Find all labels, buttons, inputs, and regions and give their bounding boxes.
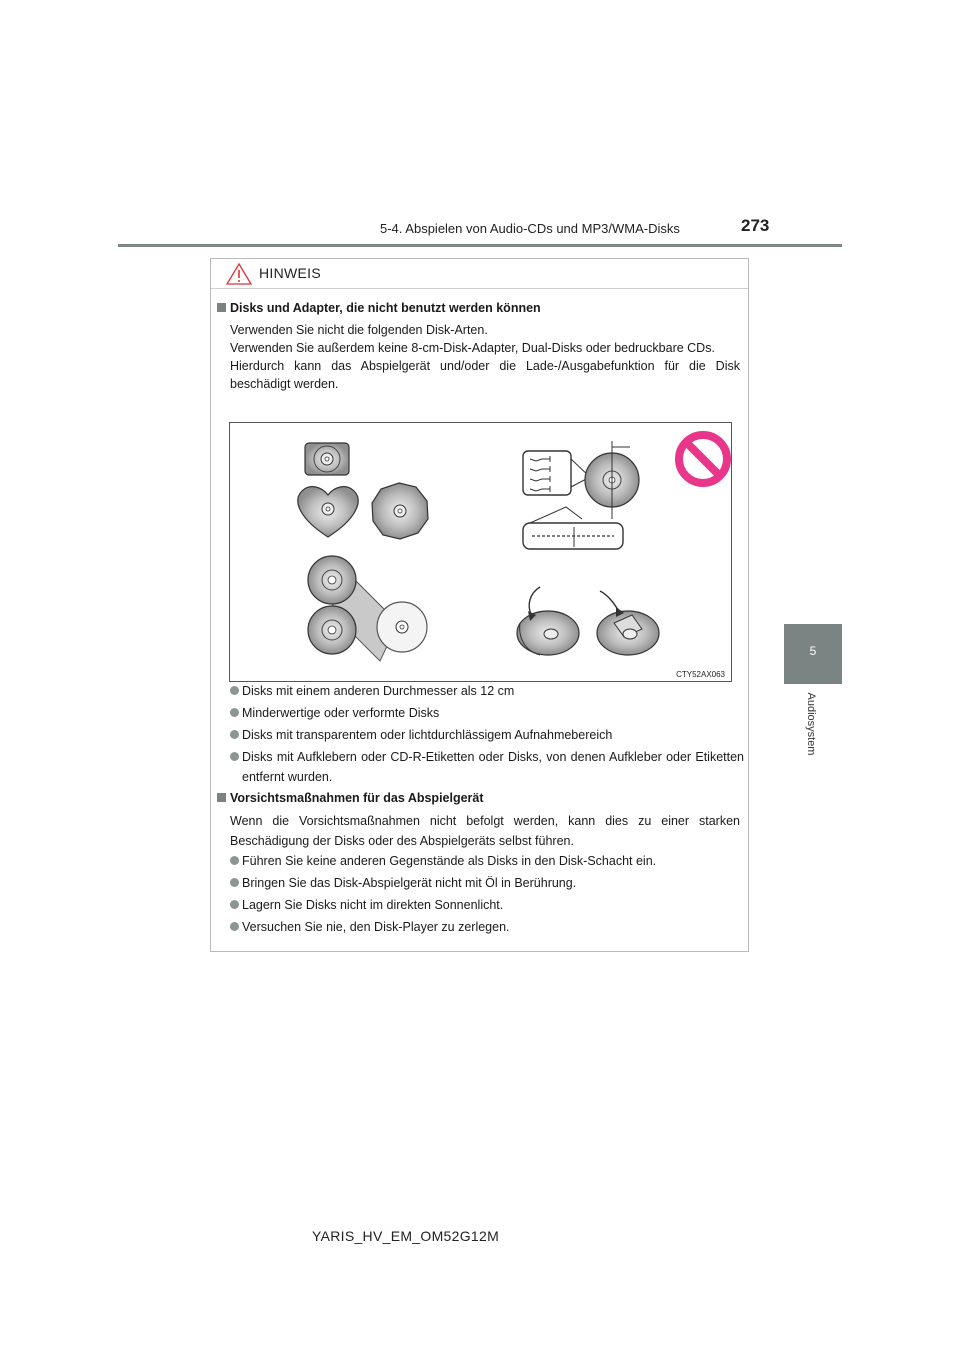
bullet-item: Führen Sie keine anderen Gegenstände als Disks in den Disk-Schacht ein. <box>230 851 744 871</box>
unsupported-disks-illustration <box>230 423 731 681</box>
bullet-dot-icon <box>230 900 239 909</box>
section-heading-unusable-disks: Disks und Adapter, die nicht benutzt werden können <box>217 301 541 315</box>
bullet-dot-icon <box>230 856 239 865</box>
heart-shaped-disc-icon <box>298 487 358 537</box>
unsupported-disks-figure <box>229 422 732 682</box>
bullet-item: Disks mit transparentem oder lichtdurchlässigem Aufnahmebereich <box>230 725 744 745</box>
prohibition-icon <box>679 435 727 483</box>
bullet-dot-icon <box>230 686 239 695</box>
square-bullet-icon <box>217 793 226 802</box>
bullet-item: Bringen Sie das Disk-Abspielgerät nicht mit Öl in Berührung. <box>230 873 744 893</box>
bullet-dot-icon <box>230 922 239 931</box>
chapter-title: 5-4. Abspielen von Audio-CDs und MP3/WMA-Disks <box>380 221 680 236</box>
bullet-item: Disks mit einem anderen Durchmesser als 12 cm <box>230 681 744 701</box>
header-rule <box>118 244 842 247</box>
square-bullet-icon <box>217 303 226 312</box>
bullet-item: Disks mit Aufklebern oder CD-R-Etiketten oder Disks, von denen Aufkleber oder Etiketten entfernt wurden. <box>230 747 744 787</box>
bullet-dot-icon <box>230 730 239 739</box>
disc-with-sticker-icon <box>517 587 579 655</box>
bullet-item: Lagern Sie Disks nicht im direkten Sonnenlicht. <box>230 895 744 915</box>
section-heading-player-precautions: Vorsichtsmaßnahmen für das Abspielgerät <box>217 791 484 805</box>
transparent-disc-icon <box>377 602 427 652</box>
paragraph-line: Verwenden Sie außerdem keine 8-cm-Disk-Adapter, Dual-Disks oder bedruckbare CDs. <box>230 341 715 355</box>
notice-box <box>210 258 749 952</box>
paragraph-line: Wenn die Vorsichtsmaßnahmen nicht befolgt werden, kann dies zu einer starken Beschädigung der Disks oder des Abspielgeräts selbst führen. <box>230 814 740 848</box>
paragraph-line: Hierdurch kann das Abspielgerät und/oder die Lade-/Ausgabefunktion für die Disk beschädigt werden. <box>230 359 740 391</box>
bullet-dot-icon <box>230 708 239 717</box>
disc-with-label-removed-icon <box>597 591 659 655</box>
unusable-disks-paragraph <box>230 321 740 393</box>
bullet-item: Minderwertige oder verformte Disks <box>230 703 744 723</box>
document-code: YARIS_HV_EM_OM52G12M <box>312 1228 500 1244</box>
square-disc-icon <box>305 443 349 475</box>
chapter-number: 5 <box>809 644 817 658</box>
bullet-dot-icon <box>230 752 239 761</box>
figure-code: CTY52AX063 <box>676 670 725 679</box>
bullet-dot-icon <box>230 878 239 887</box>
notice-label: HINWEIS <box>259 265 321 281</box>
bullet-item: Versuchen Sie nie, den Disk-Player zu zerlegen. <box>230 917 744 937</box>
notice-header <box>211 259 748 289</box>
paragraph-line: Verwenden Sie nicht die folgenden Disk-Arten. <box>230 323 488 337</box>
disc-label-detail-icon <box>523 441 639 549</box>
warning-triangle-icon <box>225 262 253 291</box>
chapter-side-label: Audiosystem <box>805 692 817 756</box>
polygon-shaped-disc-icon <box>372 483 428 539</box>
page-number: 273 <box>741 216 770 235</box>
player-precautions-paragraph <box>230 811 740 851</box>
